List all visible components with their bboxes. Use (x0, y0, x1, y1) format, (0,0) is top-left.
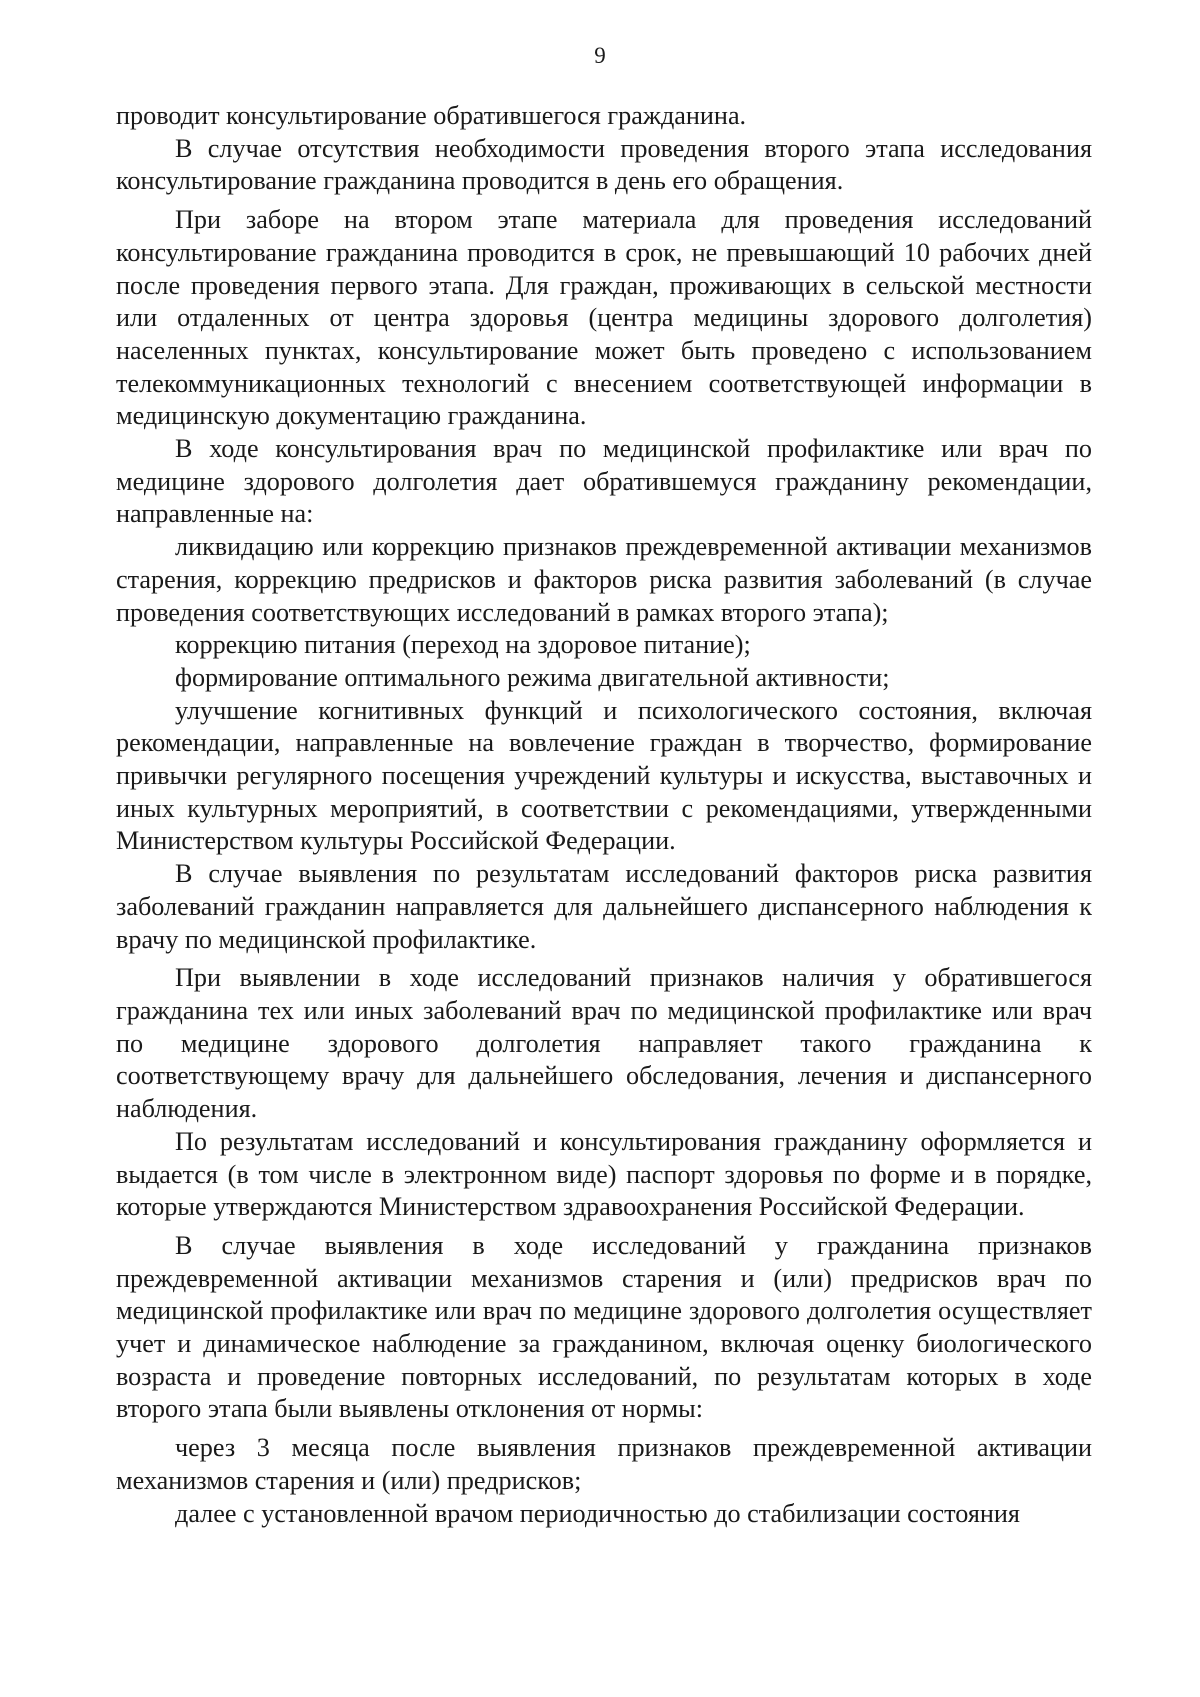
list-item: формирование оптимального режима двигательной активности; (175, 662, 890, 692)
list-item: далее с установленной врачом периодичностью до стабилизации состояния (175, 1498, 1020, 1528)
page-number: 9 (594, 43, 606, 68)
list-item: через 3 месяца после выявления признаков преждевременной активации механизмов старения и (или) предрисков; (116, 1433, 1092, 1495)
paragraph: При выявлении в ходе исследований признаков наличия у обратившегося гражданина тех или иных заболеваний врач по медицинской профилактике или врач по медицине здорового долголетия направляет такого гражданина к соответствующему врачу для дальнейшего обследования, лечения и диспансерного наблюдения. (116, 963, 1092, 1124)
document-body (116, 100, 1092, 1530)
paragraph: проводит консультирование обратившегося гражданина. (116, 101, 747, 130)
paragraph: В случае выявления в ходе исследований у гражданина признаков преждевременной активации механизмов старения и (или) предрисков врач по медицинской профилактике или врач по медицине здорового долголетия осуществляет учет и динамическое наблюдение за гражданином, включая оценку биологического возраста и проведение повторных исследований, по результатам которых в ходе второго этапа были выявлены отклонения от нормы: (116, 1230, 1092, 1424)
list-item: улучшение когнитивных функций и психологического состояния, включая рекомендации, направленные на вовлечение граждан в творчество, формирование привычки регулярного посещения учреждений культуры и искусства, выставочных и иных культурных мероприятий, в соответствии с рекомендациями, утвержденными Министерством культуры Российской Федерации. (116, 695, 1092, 856)
list-item: коррекцию питания (переход на здоровое питание); (175, 630, 751, 660)
paragraph: При заборе на втором этапе материала для проведения исследований консультирование гражданина проводится в срок, не превышающий 10 рабочих дней после проведения первого этапа. Для граждан, проживающих в сельской местности или отдаленных от центра здоровья (центра медицины здорового долголетия) населенных пунктах, консультирование может быть проведено с использованием телекоммуникационных технологий с внесением соответствующей информации в медицинскую документацию гражданина. (116, 205, 1092, 431)
paragraph: В ходе консультирования врач по медицинской профилактике или врач по медицине здорового долголетия дает обратившемуся гражданину рекомендации, направленные на: (116, 434, 1092, 529)
list-item: ликвидацию или коррекцию признаков преждевременной активации механизмов старения, коррекцию предрисков и факторов риска развития заболеваний (в случае проведения соответствующих исследований в рамках второго этапа); (116, 532, 1092, 627)
paragraph: По результатам исследований и консультирования гражданину оформляется и выдается (в том числе в электронном виде) паспорт здоровья по форме и в порядке, которые утверждаются Министерством здравоохранения Российской Федерации. (116, 1126, 1092, 1222)
paragraph: В случае выявления по результатам исследований факторов риска развития заболеваний гражданин направляется для дальнейшего диспансерного наблюдения к врачу по медицинской профилактике. (116, 859, 1092, 954)
paragraph: В случае отсутствия необходимости проведения второго этапа исследования консультирование гражданина проводится в день его обращения. (116, 133, 1092, 196)
